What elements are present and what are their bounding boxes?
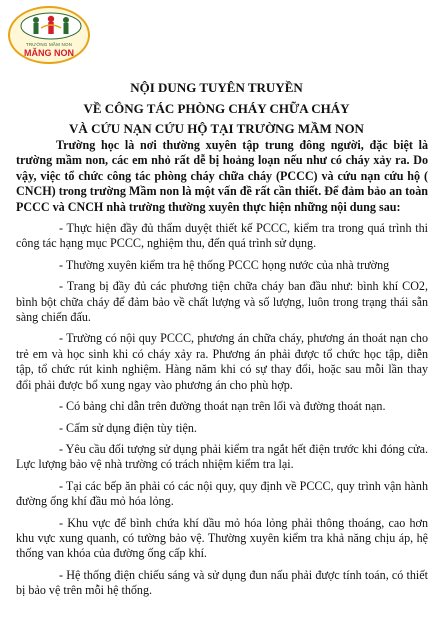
- list-item: - Tại các bếp ăn phải có các nội quy, quy định về PCCC, quy trình vận hành đường ống khí đầu mỏ hóa lỏng.: [16, 478, 428, 509]
- list-item: - Thường xuyên kiểm tra hệ thống PCCC họng nước của nhà trường: [59, 257, 390, 272]
- title-line-3: VÀ CỨU NẠN CỨU HỘ TẠI TRƯỜNG MẦM NON: [69, 121, 364, 136]
- list-item: - Khu vực để bình chứa khí dầu mỏ hóa lỏng phải thông thoáng, cao hơn khu vực xung quanh, có tường bảo vệ. Thường xuyên kiểm tra khả năng chịu áp, hệ thống van khóa của đường ống cấp khí.: [16, 515, 428, 561]
- school-logo: [8, 6, 90, 64]
- logo-small-text: TRƯỜNG MẦM NON: [25, 42, 73, 47]
- list-item: - Trường có nội quy PCCC, phương án chữa cháy, phương án thoát nạn cho trẻ em và học sinh khi có cháy xảy ra. Phương án phải được tổ chức học tập, diễn tập, tổ chức rút kinh nghiệm. Hàng năm khi có sự thay đổi, hoặc sau mỗi lần thay đổi phải được bổ xung ngay vào phương án cho phù hợp.: [16, 331, 428, 392]
- title-line-1: NỘI DUNG TUYÊN TRUYỀN: [130, 80, 303, 95]
- list-item: - Yêu cầu đối tượng sử dụng phải kiểm tra ngắt hết điện trước khi đóng cửa. Lực lượng bảo vệ nhà trường có trách nhiệm kiểm tra lại.: [16, 441, 428, 472]
- list-item: - Thực hiện đầy đủ thẩm duyệt thiết kế PCCC, kiểm tra trong quá trình thi công tác hạng mục PCCC, nghiệm thu, đến quá trình sử dụng.: [16, 221, 428, 251]
- title-line-2: VỀ CÔNG TÁC PHÒNG CHÁY CHỮA CHÁY: [83, 101, 350, 116]
- list-item: - Cấm sử dụng điện tùy tiện.: [59, 420, 197, 435]
- list-item: - Hệ thống điện chiếu sáng và sử dụng đun nấu phải được tính toán, có thiết bị bảo vệ trên mỗi hệ thống.: [16, 567, 428, 598]
- list-item: - Có bảng chỉ dẫn trên đường thoát nạn trên lối và đường thoát nạn.: [59, 399, 386, 414]
- document-body: [16, 138, 428, 599]
- list-item: - Trang bị đầy đủ các phương tiện chữa cháy ban đầu như: bình khí CO2, bình bột chữa cháy để đảm bảo về chất lượng và số lượng, luôn trong trạng thái sẵn sàng chiến đấu.: [16, 279, 428, 325]
- intro-paragraph: Trường học là nơi thường xuyên tập trung đông người, đặc biệt là trường mầm non, các em nhỏ rất dễ bị hoảng loạn nếu như có cháy xảy ra. Do vậy, việc tổ chức công tác phòng cháy chữa cháy (PCCC) và cứu nạn cứu hộ ( CNCH) trong trường Mầm non là một vấn đề rất cần thiết. Để đảm bảo an toàn PCCC và CNCH nhà trường thường xuyên thực hiện những nội dung sau:: [16, 138, 428, 214]
- logo-school-name: MĂNG NON: [24, 48, 74, 58]
